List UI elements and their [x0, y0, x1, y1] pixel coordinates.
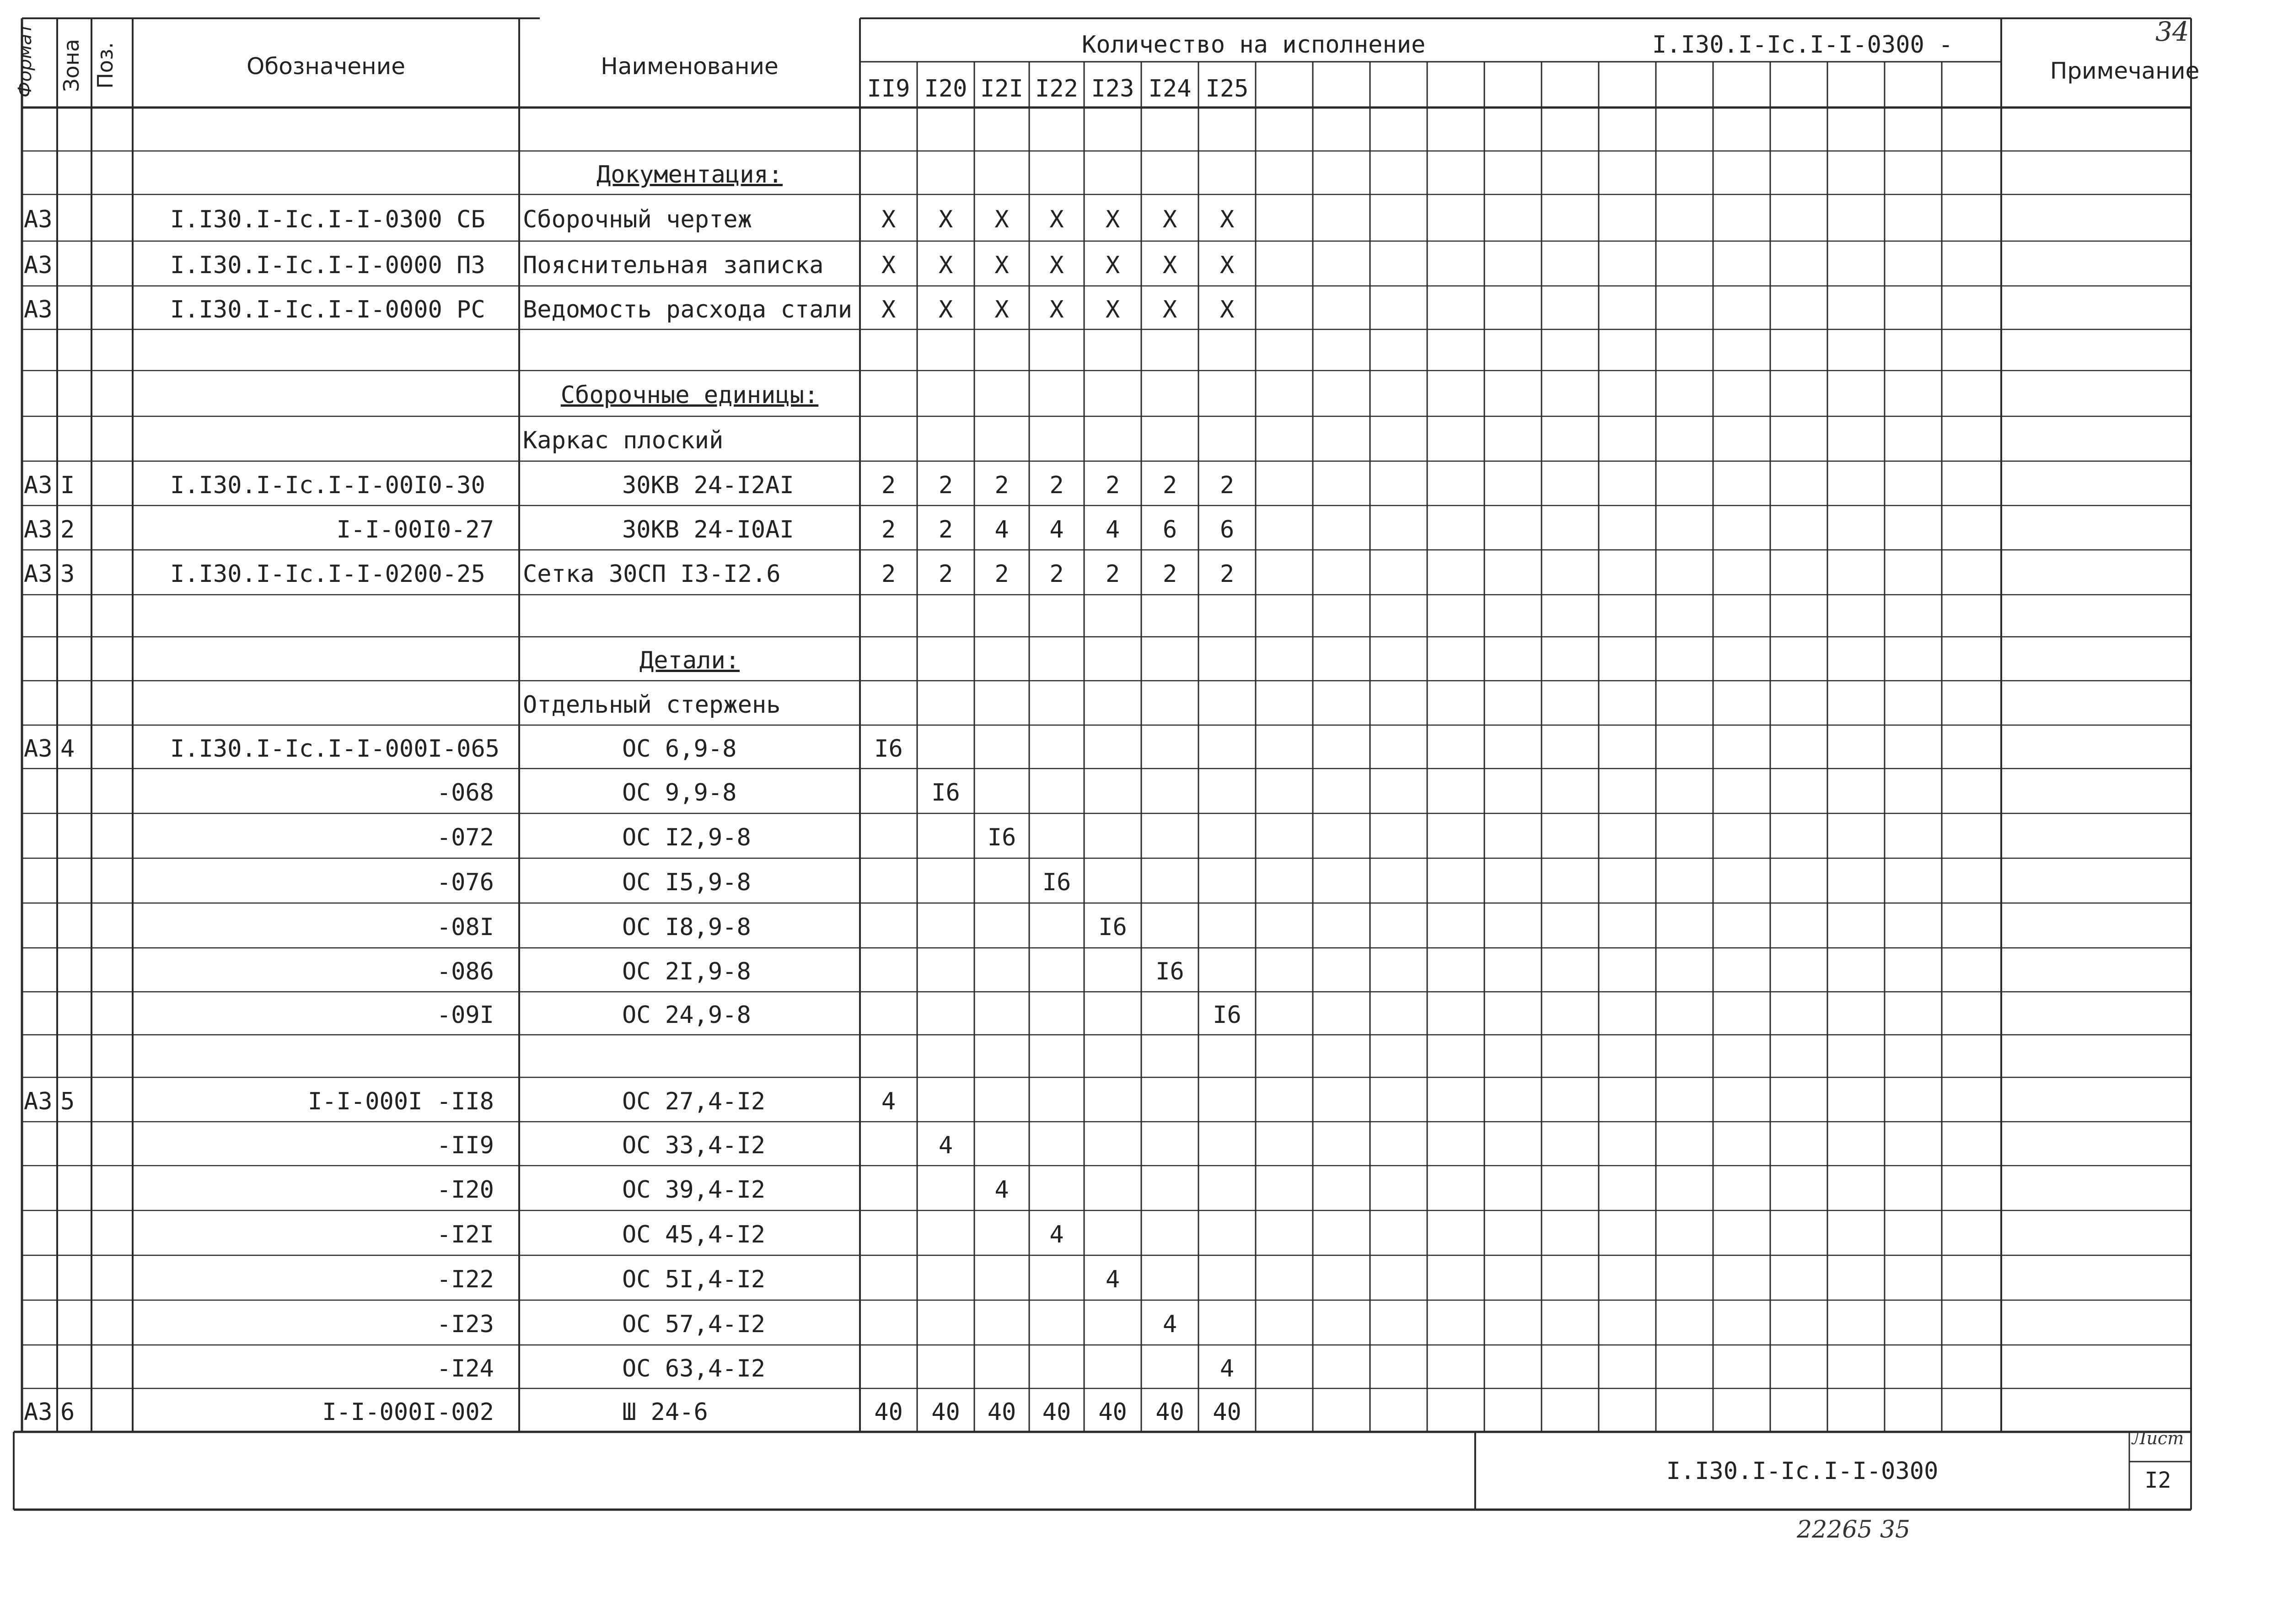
quantity-cell-2: 2: [938, 560, 953, 588]
format-cell: А3: [24, 516, 53, 543]
designation-cell: -086: [436, 958, 494, 985]
quantity-cell-7: 2: [1219, 471, 1235, 499]
quantity-cell-7: 6: [1219, 516, 1235, 543]
quantity-cell-7: I6: [1213, 1001, 1241, 1029]
quantity-cell-1: X: [881, 296, 896, 323]
format-cell: А3: [24, 206, 53, 233]
table-row: [22, 329, 2191, 371]
name-cell: ОС 45,4-I2: [622, 1221, 766, 1248]
table-row: [22, 416, 2191, 461]
designation-cell: I-I-000I -II8: [308, 1087, 494, 1115]
quantity-cell-6: X: [1162, 252, 1177, 279]
table-row: [22, 637, 2191, 681]
quantity-cell-7: X: [1219, 206, 1235, 233]
quantity-cell-3: X: [994, 296, 1009, 323]
name-cell: Сетка 30СП I3-I2.6: [523, 560, 781, 588]
quantity-cell-2: I6: [931, 779, 960, 807]
quantity-cell-1: 40: [874, 1398, 903, 1426]
quantity-cell-3: 4: [994, 516, 1009, 543]
format-cell: А3: [24, 296, 53, 323]
header-format: Формат: [15, 23, 36, 97]
designation-cell: -I22: [436, 1266, 494, 1293]
footer-sheet-number: I2: [2144, 1468, 2171, 1493]
quantity-cell-4: 4: [1049, 516, 1064, 543]
quantity-cell-5: 2: [1105, 560, 1120, 588]
quantity-cell-4: 2: [1049, 471, 1064, 499]
quantity-cell-3: 40: [987, 1398, 1016, 1426]
format-cell: А3: [24, 471, 53, 499]
table-row: [22, 595, 2191, 637]
name-cell: ОС 24,9-8: [622, 1001, 751, 1029]
quantity-cell-7: 2: [1219, 560, 1235, 588]
name-cell: ОС 5I,4-I2: [622, 1266, 766, 1293]
designation-cell: -I23: [436, 1311, 494, 1338]
footer-doc-code: I.I30.I-Ic.I-I-0300: [1666, 1457, 1939, 1485]
table-row: [22, 681, 2191, 725]
quantity-cell-2: 2: [938, 516, 953, 543]
designation-cell: -I20: [436, 1176, 494, 1204]
variant-header-6: I24: [1148, 75, 1192, 102]
quantity-cell-6: 2: [1162, 560, 1177, 588]
name-cell: Ведомость расхода стали: [523, 296, 853, 323]
variant-header-3: I2I: [980, 75, 1023, 102]
designation-cell: I.I30.I-Ic.I-I-0000 ПЗ: [170, 252, 485, 279]
name-cell: ОС I2,9-8: [622, 824, 751, 851]
variant-header-5: I23: [1091, 75, 1134, 102]
quantity-cell-2: 4: [938, 1132, 953, 1159]
designation-cell: -I24: [436, 1355, 494, 1382]
zone-cell: 6: [60, 1398, 75, 1426]
quantity-cell-4: 4: [1049, 1221, 1064, 1248]
quantity-cell-3: X: [994, 252, 1009, 279]
quantity-cell-3: I6: [987, 824, 1016, 851]
variant-header-1: II9: [867, 75, 910, 102]
name-cell: 30КВ 24-I0АI: [622, 516, 794, 543]
section-heading: Сборочные единицы:: [560, 382, 819, 409]
quantity-cell-2: 40: [931, 1398, 960, 1426]
zone-cell: 4: [60, 735, 75, 763]
name-cell: 30КВ 24-I2АI: [622, 471, 794, 499]
section-heading: Детали:: [639, 647, 740, 674]
format-cell: А3: [24, 560, 53, 588]
name-cell: Отдельный стержень: [523, 691, 781, 719]
name-cell: ОС 63,4-I2: [622, 1355, 766, 1382]
quantity-cell-4: 40: [1042, 1398, 1071, 1426]
quantity-cell-6: 40: [1155, 1398, 1184, 1426]
name-cell: ОС 33,4-I2: [622, 1132, 766, 1159]
quantity-cell-4: I6: [1042, 869, 1071, 896]
quantity-cell-4: X: [1049, 252, 1064, 279]
footer-sheet-label: Лист: [2132, 1428, 2184, 1448]
quantity-cell-4: X: [1049, 296, 1064, 323]
quantity-cell-6: X: [1162, 296, 1177, 323]
header-quantity-title: Количество на исполнение: [1082, 31, 1426, 59]
quantity-cell-1: 2: [881, 560, 896, 588]
quantity-cell-6: X: [1162, 206, 1177, 233]
name-cell: Сборочный чертеж: [523, 206, 752, 233]
table-row: [22, 108, 2191, 151]
table-row: [22, 1035, 2191, 1077]
table-row: [22, 151, 2191, 194]
quantity-cell-6: 2: [1162, 471, 1177, 499]
zone-cell: 3: [60, 560, 75, 588]
quantity-cell-3: X: [994, 206, 1009, 233]
header-zone: Зона: [59, 39, 84, 92]
quantity-cell-7: 40: [1213, 1398, 1241, 1426]
name-cell: ОС 27,4-I2: [622, 1087, 766, 1115]
quantity-cell-3: 2: [994, 471, 1009, 499]
zone-cell: 5: [60, 1087, 75, 1115]
quantity-cell-5: X: [1105, 296, 1120, 323]
designation-cell: -I2I: [436, 1221, 494, 1248]
quantity-cell-1: X: [881, 252, 896, 279]
quantity-cell-2: X: [938, 206, 953, 233]
designation-cell: -08I: [436, 914, 494, 941]
name-cell: ОС 9,9-8: [622, 779, 737, 807]
format-cell: А3: [24, 252, 53, 279]
designation-cell: I.I30.I-Ic.I-I-0300 СБ: [170, 206, 485, 233]
section-heading: Документация:: [596, 161, 783, 188]
quantity-cell-6: 6: [1162, 516, 1177, 543]
quantity-cell-4: 2: [1049, 560, 1064, 588]
designation-cell: -072: [436, 824, 494, 851]
zone-cell: I: [60, 471, 75, 499]
quantity-cell-5: X: [1105, 206, 1120, 233]
bottom-stamp-number: 22265 35: [1797, 1516, 1911, 1543]
format-cell: А3: [24, 1087, 53, 1115]
designation-cell: -09I: [436, 1001, 494, 1029]
name-cell: ОС I8,9-8: [622, 914, 751, 941]
header-name: Наименование: [601, 53, 779, 80]
designation-cell: I.I30.I-Ic.I-I-00I0-30: [170, 471, 485, 499]
quantity-cell-1: X: [881, 206, 896, 233]
quantity-cell-5: 4: [1105, 516, 1120, 543]
quantity-cell-4: X: [1049, 206, 1064, 233]
quantity-cell-2: X: [938, 296, 953, 323]
designation-cell: I.I30.I-Ic.I-I-0000 РС: [170, 296, 485, 323]
quantity-cell-6: I6: [1155, 958, 1184, 985]
page-corner-number: 34: [2155, 16, 2189, 47]
quantity-cell-5: I6: [1098, 914, 1127, 941]
designation-cell: -II9: [436, 1132, 494, 1159]
header-pos: Поз.: [93, 42, 118, 89]
quantity-cell-7: 4: [1219, 1355, 1235, 1382]
name-cell: Ш 24-6: [622, 1398, 708, 1426]
quantity-cell-2: X: [938, 252, 953, 279]
quantity-cell-3: 4: [994, 1176, 1009, 1204]
name-cell: Каркас плоский: [523, 427, 724, 454]
quantity-cell-7: X: [1219, 296, 1235, 323]
name-cell: ОС 57,4-I2: [622, 1311, 766, 1338]
quantity-cell-2: 2: [938, 471, 953, 499]
variant-header-7: I25: [1205, 75, 1249, 102]
designation-cell: I.I30.I-Ic.I-I-0200-25: [170, 560, 485, 588]
quantity-cell-7: X: [1219, 252, 1235, 279]
name-cell: ОС 2I,9-8: [622, 958, 751, 985]
quantity-cell-1: I6: [874, 735, 903, 763]
name-cell: ОС 6,9-8: [622, 735, 737, 763]
quantity-cell-5: 2: [1105, 471, 1120, 499]
name-cell: Пояснительная записка: [523, 252, 824, 279]
quantity-cell-5: X: [1105, 252, 1120, 279]
header-note: Примечание: [2050, 58, 2200, 84]
designation-cell: I.I30.I-Ic.I-I-000I-065: [170, 735, 500, 763]
name-cell: ОС I5,9-8: [622, 869, 751, 896]
name-cell: ОС 39,4-I2: [622, 1176, 766, 1204]
designation-cell: I-I-00I0-27: [336, 516, 494, 543]
designation-cell: -068: [436, 779, 494, 807]
variant-header-2: I20: [924, 75, 967, 102]
quantity-cell-3: 2: [994, 560, 1009, 588]
format-cell: А3: [24, 735, 53, 763]
quantity-cell-1: 2: [881, 471, 896, 499]
header-designation: Обозначение: [247, 53, 405, 80]
designation-cell: I-I-000I-002: [322, 1398, 494, 1426]
table-row: [22, 371, 2191, 416]
format-cell: А3: [24, 1398, 53, 1426]
zone-cell: 2: [60, 516, 75, 543]
header-doc-code: I.I30.I-Ic.I-I-0300 -: [1652, 31, 1953, 59]
designation-cell: -076: [436, 869, 494, 896]
quantity-cell-1: 2: [881, 516, 896, 543]
quantity-cell-5: 40: [1098, 1398, 1127, 1426]
variant-header-4: I22: [1035, 75, 1078, 102]
quantity-cell-1: 4: [881, 1087, 896, 1115]
quantity-cell-5: 4: [1105, 1266, 1120, 1293]
quantity-cell-6: 4: [1162, 1311, 1177, 1338]
